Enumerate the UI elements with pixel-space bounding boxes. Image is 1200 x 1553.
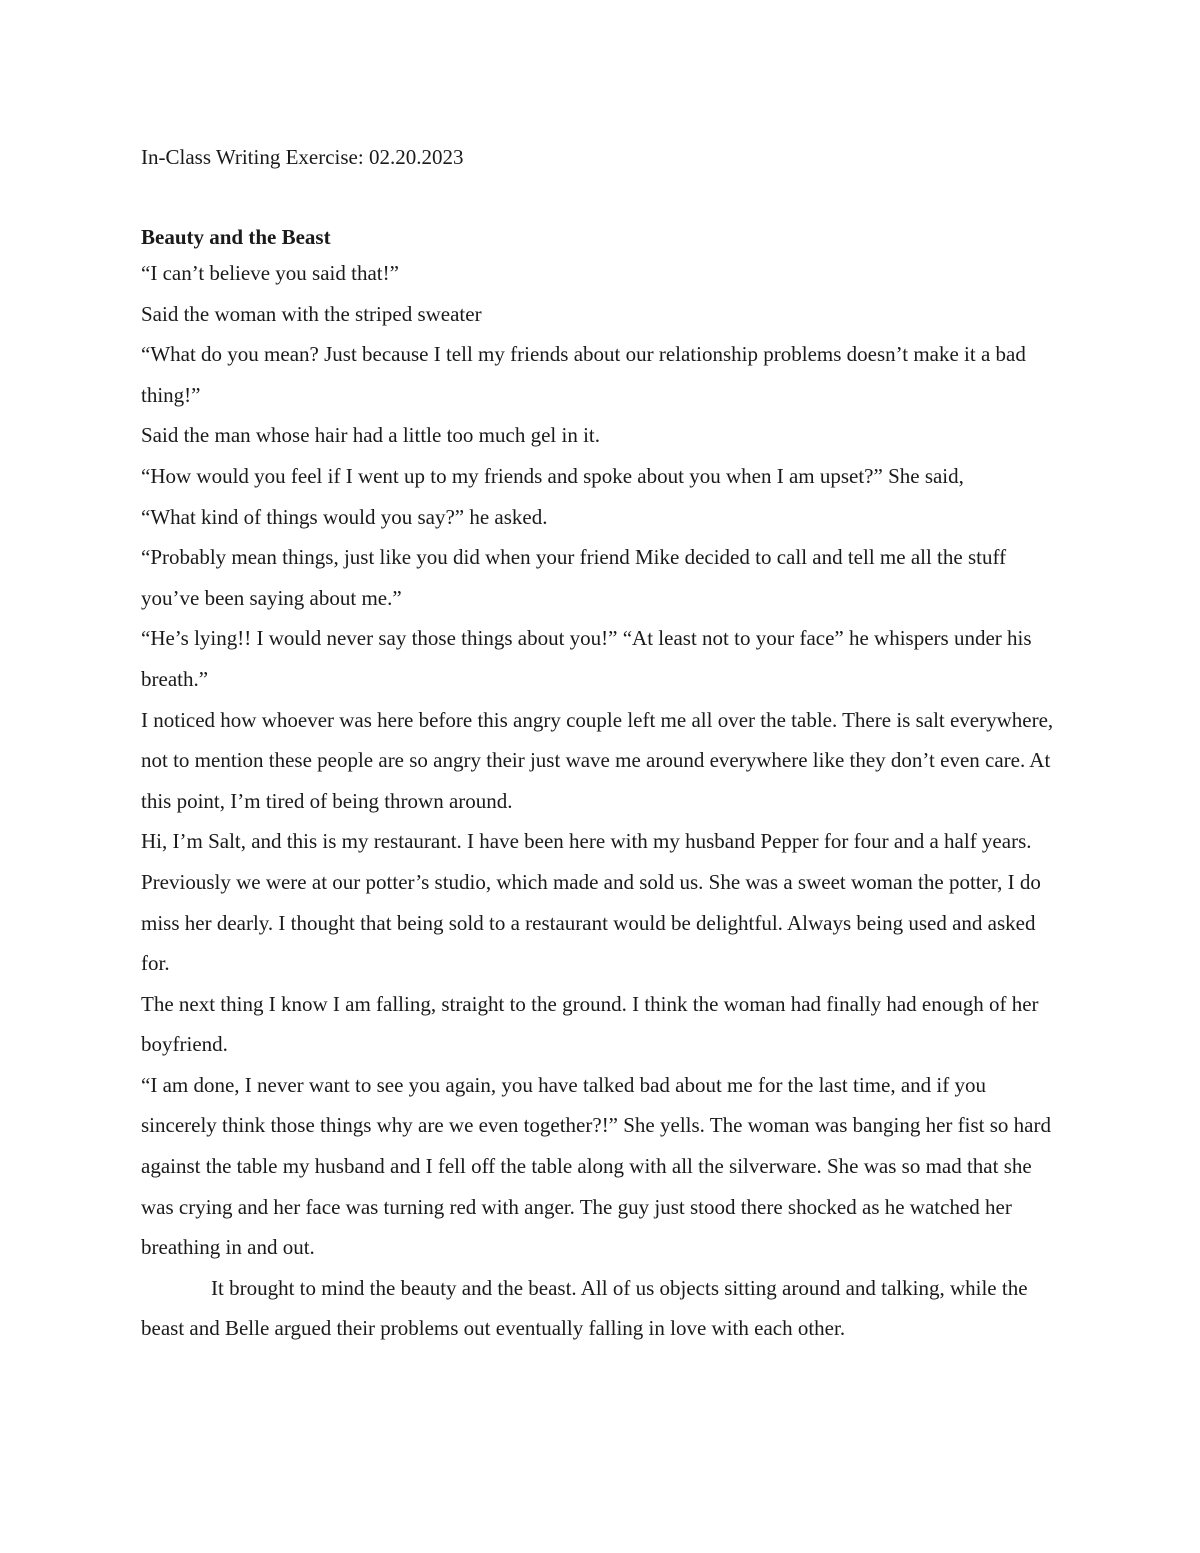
paragraph-5: “How would you feel if I went up to my friends and spoke about you when I am upset?” She said,	[141, 463, 964, 488]
paragraph-6: “What kind of things would you say?” he asked.	[141, 504, 548, 529]
paragraph-4: Said the man whose hair had a little too much gel in it.	[141, 423, 600, 448]
paragraph-3: “What do you mean? Just because I tell my friends about our relationship problems doesn’t make it a bad thing!”	[141, 342, 1026, 407]
paragraph-12: “I am done, I never want to see you again, you have talked bad about me for the last time, and if you sincerely think those things why are we even together?!” She yells. The woman was banging her fist so hard against the table my husband and I fell off the table along with all the silverware. She was so mad that she was crying and her face was turning red with anger. The guy just stood there shocked as he watched her breathing in and out.	[141, 1072, 1051, 1260]
paragraph-10: Hi, I’m Salt, and this is my restaurant. I have been here with my husband Pepper for four and a half years. Previously we were at our potter’s studio, which made and sold us. She was a sweet woman the potter, I do miss her dearly. I thought that being sold to a restaurant would be delightful. Always being used and asked for.	[141, 829, 1041, 976]
paragraph-9: I noticed how whoever was here before this angry couple left me all over the table. There is salt everywhere, not to mention these people are so angry their just wave me around everywhere like they don’t even care. At this point, I’m tired of being thrown around.	[141, 707, 1054, 813]
paragraph-1: “I can’t believe you said that!”	[141, 261, 399, 285]
paragraph-13: It brought to mind the beauty and the beast. All of us objects sitting around and talking, while the beast and Belle argued their problems out eventually falling in love with each other.	[141, 1275, 1028, 1341]
paragraph-2: Said the woman with the striped sweater	[141, 301, 482, 326]
document-title: Beauty and the Beast	[141, 225, 331, 249]
paragraph-11: The next thing I know I am falling, straight to the ground. I think the woman had finally had enough of her boyfriend.	[141, 991, 1039, 1057]
paragraph-8: “He’s lying!! I would never say those things about you!” “At least not to your face” he whispers under his breath.”	[141, 626, 1032, 691]
document-header: In-Class Writing Exercise: 02.20.2023	[141, 145, 464, 169]
document-content	[141, 141, 1061, 1349]
document-body	[141, 253, 1061, 1349]
paragraph-7: “Probably mean things, just like you did when your friend Mike decided to call and tell me all the stuff you’ve been saying about me.”	[141, 545, 1007, 610]
